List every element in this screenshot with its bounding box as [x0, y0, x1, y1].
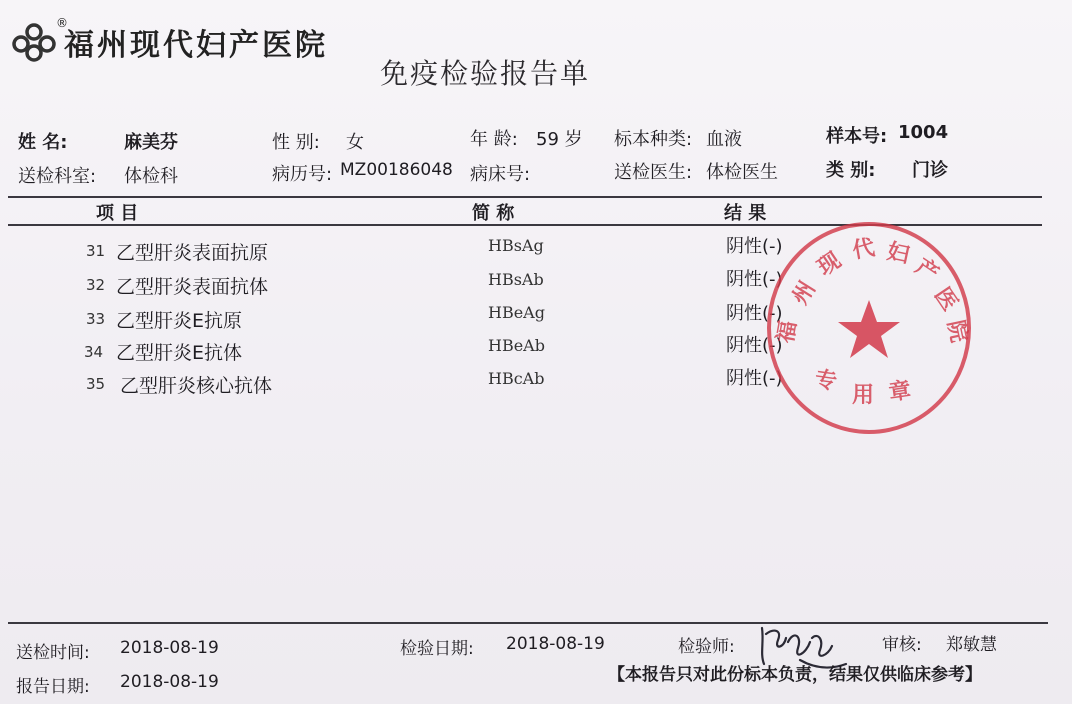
row-number: 31 — [86, 242, 106, 260]
svg-text:章: 章 — [887, 378, 913, 406]
category: 门诊 — [912, 160, 948, 181]
row-number: 33 — [86, 310, 106, 328]
hospital-logo-icon — [10, 22, 58, 62]
test-result: 阴性(-) — [726, 368, 783, 389]
table-top-rule — [8, 196, 1042, 198]
row-number: 34 — [84, 343, 104, 361]
record-label: 病历号: — [272, 164, 333, 185]
svg-text:医: 医 — [929, 283, 963, 316]
svg-text:代: 代 — [850, 235, 877, 264]
tester-label: 检验师: — [678, 637, 735, 657]
column-header-abbr: 简 称 — [472, 203, 515, 224]
name-label: 姓 名: — [18, 132, 68, 153]
test-date: 2018-08-19 — [506, 634, 605, 654]
test-item: 乙型肝炎E抗原 — [116, 310, 243, 332]
test-abbr: HBeAg — [488, 303, 545, 322]
doctor: 体检医生 — [706, 162, 778, 183]
test-abbr: HBsAb — [488, 270, 544, 289]
test-item: 乙型肝炎表面抗原 — [116, 242, 269, 264]
age-label: 年 龄: — [470, 129, 518, 150]
svg-text:福: 福 — [773, 319, 802, 346]
gender-label: 性 别: — [272, 132, 320, 153]
disclaimer-note: 【本报告只对此份标本负责，结果仅供临床参考】 — [608, 665, 982, 685]
svg-text:产: 产 — [910, 254, 943, 288]
column-header-result: 结 果 — [724, 203, 767, 224]
test-result: 阴性(-) — [726, 335, 783, 356]
row-number: 35 — [86, 375, 106, 393]
dept-label: 送检科室: — [18, 166, 97, 187]
reviewer-name: 郑敏慧 — [946, 635, 997, 655]
specimen-type: 血液 — [706, 129, 742, 150]
test-result: 阴性(-) — [726, 236, 783, 257]
column-header-item: 项 目 — [96, 203, 139, 224]
test-result: 阴性(-) — [726, 303, 783, 324]
report-title: 免疫检验报告单 — [380, 57, 591, 90]
category-label: 类 别: — [826, 160, 876, 181]
dept: 体检科 — [124, 166, 178, 187]
test-result: 阴性(-) — [726, 269, 783, 290]
svg-text:现: 现 — [813, 247, 846, 281]
hospital-seal-stamp — [762, 218, 976, 438]
test-abbr: HBsAg — [488, 236, 544, 255]
record-no: MZ00186048 — [340, 160, 453, 180]
test-abbr: HBcAb — [488, 369, 545, 388]
sample-no-label: 样本号: — [826, 126, 888, 147]
submit-time: 2018-08-19 — [120, 638, 219, 658]
hospital-name: 福州现代妇产医院 — [64, 28, 328, 63]
svg-text:用: 用 — [852, 383, 875, 408]
test-item: 乙型肝炎核心抗体 — [120, 375, 273, 397]
patient-gender: 女 — [346, 132, 364, 153]
bed-label: 病床号: — [470, 164, 531, 185]
svg-text:专: 专 — [813, 367, 839, 396]
patient-age: 59 岁 — [536, 129, 583, 150]
specimen-label: 标本种类: — [614, 129, 693, 150]
registered-mark: ® — [56, 16, 68, 30]
patient-name: 麻美芬 — [124, 132, 178, 153]
test-item: 乙型肝炎表面抗体 — [116, 276, 269, 298]
svg-text:州: 州 — [787, 277, 821, 310]
report-date-label: 报告日期: — [16, 677, 90, 697]
test-date-label: 检验日期: — [400, 639, 474, 659]
sample-no: 1004 — [898, 122, 949, 143]
footer-rule — [8, 622, 1048, 624]
submit-time-label: 送检时间: — [16, 643, 90, 663]
svg-text:院: 院 — [942, 318, 972, 345]
report-date: 2018-08-19 — [120, 672, 219, 692]
test-item: 乙型肝炎E抗体 — [116, 342, 243, 364]
doctor-label: 送检医生: — [614, 162, 693, 183]
svg-text:妇: 妇 — [884, 239, 912, 269]
test-abbr: HBeAb — [488, 336, 545, 355]
row-number: 32 — [86, 276, 106, 294]
reviewer-label: 审核: — [882, 635, 922, 655]
